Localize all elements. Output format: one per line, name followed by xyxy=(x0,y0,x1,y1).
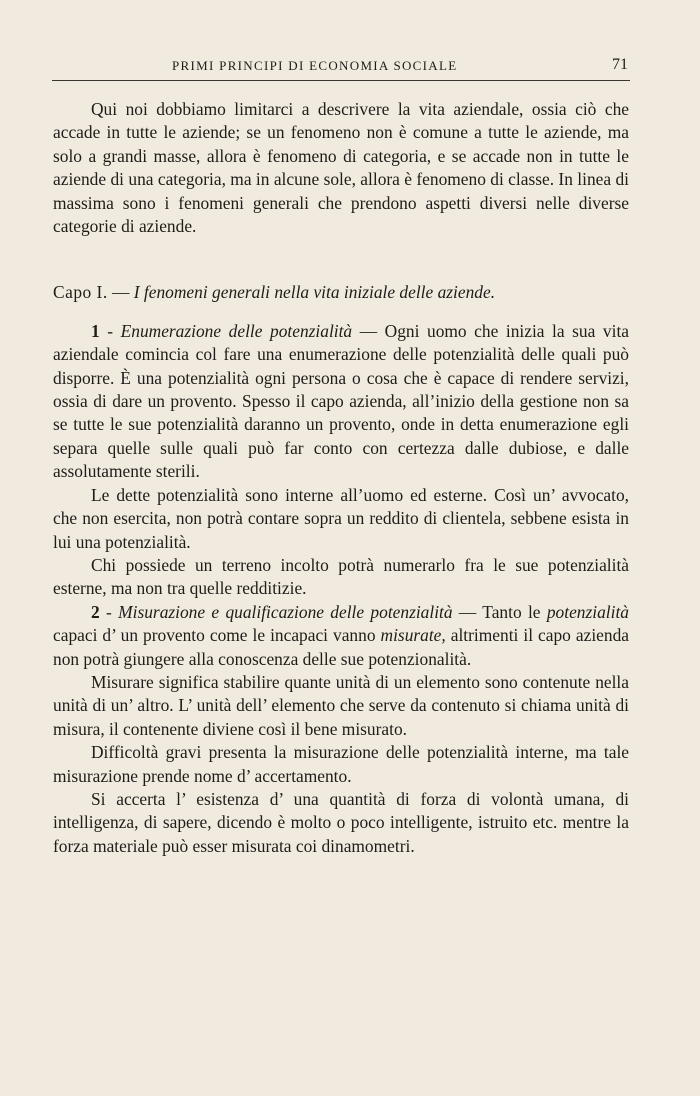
section-1-dash: — xyxy=(352,320,385,341)
page-number: 71 xyxy=(612,56,628,73)
section-2-emphasis-a: potenzialità xyxy=(546,601,629,622)
paragraph-difficolta: Difficoltà gravi presenta la misurazione delle potenzialità interne, ma tale misurazione prende nome d’ accertamento. xyxy=(53,742,629,786)
section-2-paragraph xyxy=(53,601,629,671)
paragraph-terreno-incolto: Chi possiede un terreno incolto potrà numerarlo fra le sue potenzialità esterne, ma non tra quelle redditizie. xyxy=(53,554,629,599)
section-2-text-c: altrimenti il capo azienda non potrà giungere alla conoscenza delle sue potenzionalità. xyxy=(53,625,629,669)
section-2-separator: - xyxy=(99,601,119,622)
section-1-title: Enumerazione delle potenzialità xyxy=(120,320,353,341)
section-2-dash: — xyxy=(452,601,477,622)
chapter-title: I fenomeni generali nella vita iniziale delle aziende. xyxy=(133,282,496,303)
paragraph-misurare: Misurare significa stabilire quante unità di un elemento sono contenute nella unità di un’ altro. L’ unità dell’ elemento che serve da contenuto si chiama unità di misura, il contenente diviene così il bene misurato. xyxy=(53,671,629,739)
section-2-number: 2 xyxy=(91,601,100,622)
page-body xyxy=(53,98,629,858)
section-2-text-b: capaci d’ un provento come le incapaci vanno xyxy=(53,625,381,646)
section-1-separator: - xyxy=(99,320,121,341)
running-head: PRIMI PRINCIPI DI ECONOMIA SOCIALE xyxy=(172,58,458,73)
chapter-dash: — xyxy=(107,282,134,303)
section-2-text-a: Tanto le xyxy=(482,601,547,622)
section-2-emphasis-b: misurate, xyxy=(380,625,446,646)
chapter-heading xyxy=(53,281,629,304)
section-2-title: Misurazione e qualificazione delle potenzialità xyxy=(118,601,453,622)
paragraph-accertamento: Si accerta l’ esistenza d’ una quantità di forza di volontà umana, di intelligenza, di sapere, dicendo è molto o poco intelligente, istruito etc. mentre la forza materiale può esser misurata coi dinamometri. xyxy=(53,788,629,856)
paragraph-potenzialita-interne: Le dette potenzialità sono interne all’uomo ed esterne. Così un’ avvocato, che non esercita, non potrà contare sopra un reddito di clientela, sebbene esista in lui una potenzialità. xyxy=(53,484,629,552)
page-header xyxy=(52,56,630,81)
intro-paragraph: Qui noi dobbiamo limitarci a descrivere la vita aziendale, ossia ciò che accade in tutte le aziende; se un fenomeno non è comune a tutte le aziende, ma solo a grandi masse, allora è fenomeno di categoria, e se accade non in tutte le aziende di una categoria, ma in alcune sole, allora è fenomeno di classe. In linea di massima sono i fenomeni generali che prendono aspetti diversi nelle diverse categorie di aziende. xyxy=(53,99,629,237)
section-1-text: Ogni uomo che inizia la sua vita aziendale comincia col fare una enumerazione delle potenzialità delle quali può disporre. È una potenzialità ogni persona o cosa che è capace di rendere servizi, ossia di dare un provento. Spesso il capo azienda, all’inizio della gestione non sa se tutte le sue potenzialità daranno un provento, onde in detta enumerazione egli separa quelle sulle quali può far conto con certezza dalle dubiose, e dalle assolutamente sterili. xyxy=(53,320,629,482)
chapter-label: Capo I. xyxy=(53,282,108,303)
section-1-paragraph xyxy=(53,320,629,484)
section-1-number: 1 xyxy=(91,320,100,341)
